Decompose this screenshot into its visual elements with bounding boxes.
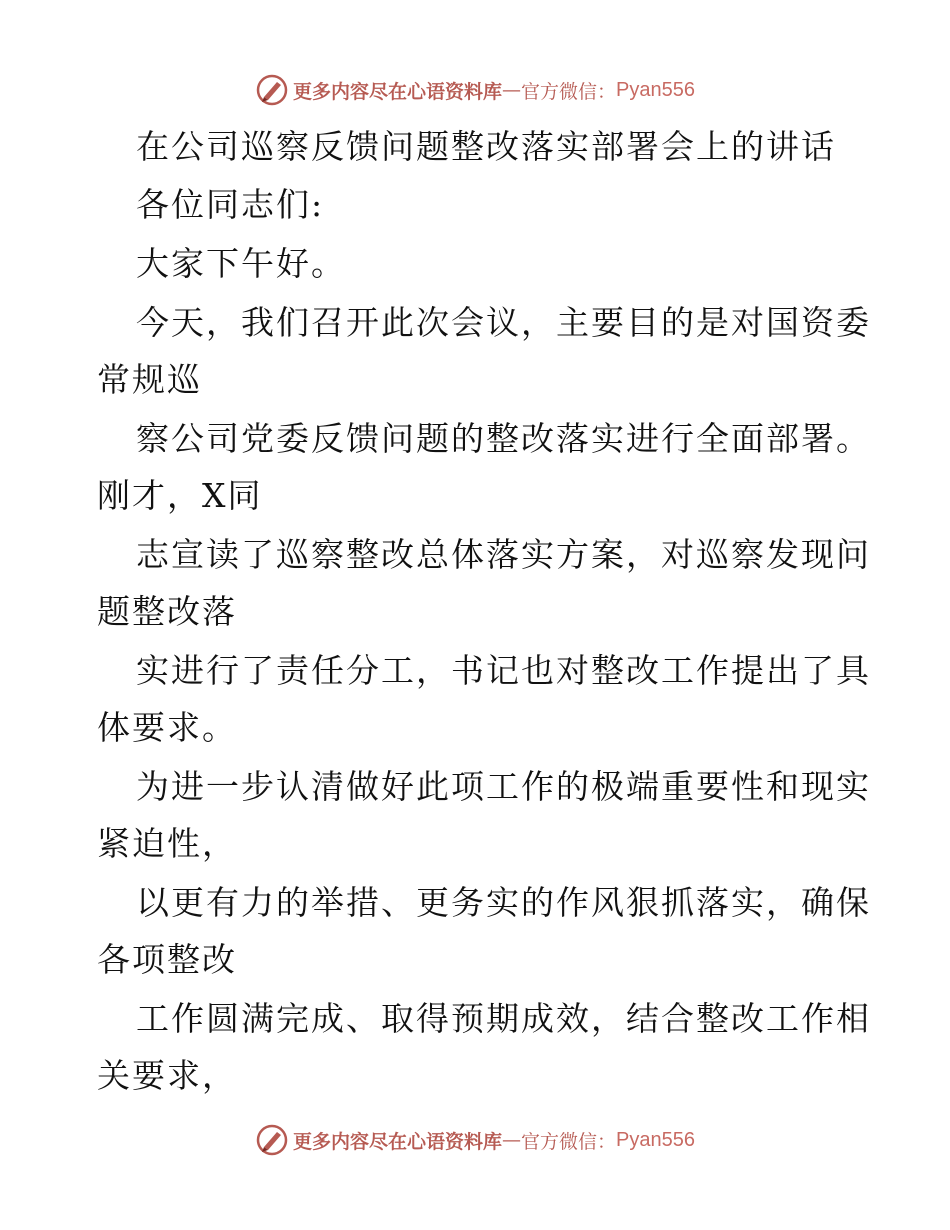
banner-dash: — <box>502 1129 522 1151</box>
banner-dash: — <box>502 79 522 101</box>
footer-watermark-banner <box>0 1120 950 1160</box>
banner-brand-text: 更多内容尽在心语资料库 <box>293 80 503 103</box>
text-line: 今天，我们召开此次会议，主要目的是对国资委 <box>136 303 871 342</box>
text-line: 志宣读了巡察整改总体落实方案，对巡察发现问 <box>136 535 871 574</box>
banner-wechat-id: Pyan556 <box>616 78 695 101</box>
header-watermark-banner <box>0 70 950 110</box>
text-line: 以更有力的举措、更务实的作风狠抓落实，确保 <box>136 883 871 922</box>
text-line: 察公司党委反馈问题的整改落实进行全面部署。 <box>136 419 871 458</box>
pen-logo-icon <box>255 1123 289 1157</box>
text-line: 紧迫性， <box>97 824 237 863</box>
text-line: 各位同志们: <box>136 185 325 224</box>
text-line: 体要求。 <box>97 708 237 747</box>
text-line: 实进行了责任分工，书记也对整改工作提出了具 <box>136 651 871 690</box>
text-line: 刚才，X同 <box>97 476 263 515</box>
text-line: 各项整改 <box>97 940 237 979</box>
banner-brand-text: 更多内容尽在心语资料库 <box>293 1130 503 1153</box>
pen-logo-icon <box>255 73 289 107</box>
text-line: 题整改落 <box>97 592 237 631</box>
banner-wechat-label: 官方微信： <box>521 80 617 103</box>
banner-wechat-id: Pyan556 <box>616 1128 695 1151</box>
text-line: 工作圆满完成、取得预期成效，结合整改工作相 <box>136 999 871 1038</box>
text-line: 大家下午好。 <box>136 244 346 283</box>
text-line: 常规巡 <box>97 360 202 399</box>
document-title: 在公司巡察反馈问题整改落实部署会上的讲话 <box>136 127 836 166</box>
text-line: 关要求， <box>97 1056 237 1095</box>
text-line: 为进一步认清做好此项工作的极端重要性和现实 <box>136 767 871 806</box>
banner-wechat-label: 官方微信： <box>521 1130 617 1153</box>
